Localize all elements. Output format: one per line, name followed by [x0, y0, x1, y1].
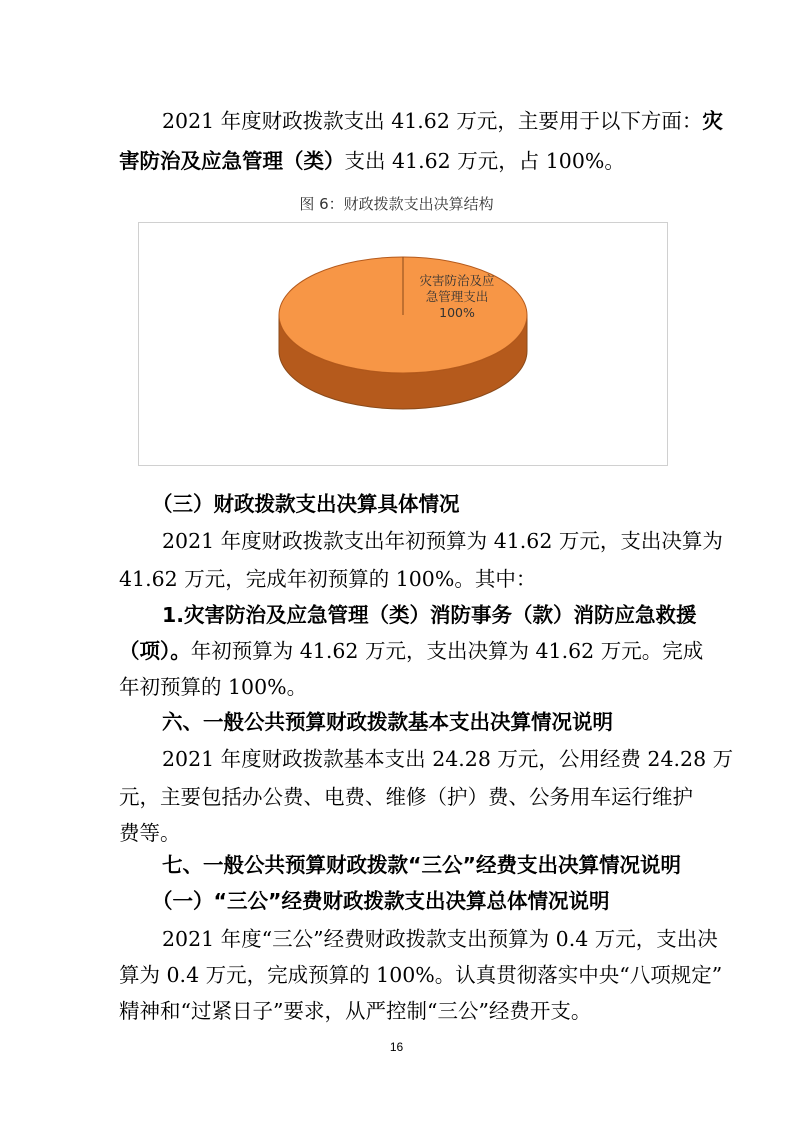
paragraph-1-text: 2021 年度财政拨款支出 41.62 万元，主要用于以下方面： — [162, 109, 703, 133]
pie-label-percent: 100% — [439, 305, 475, 320]
section-3-heading: （三）财政拨款支出决算具体情况 — [152, 492, 460, 516]
section-3-p2-bold: （项）。 — [119, 639, 191, 663]
section-3-p1-line-1: 2021 年度财政拨款支出年初预算为 41.62 万元，支出决算为 — [162, 529, 723, 553]
section-3-p2-text: 年初预算为 41.62 万元，支出决算为 41.62 万元。完成 — [190, 639, 704, 663]
pie-label-line-2: 急管理支出 — [425, 289, 489, 304]
section-3-p2-line-2 — [119, 636, 703, 666]
section-7-subheading: （一）“三公”经费财政拨款支出决算总体情况说明 — [152, 889, 610, 913]
section-7-line-3: 精神和“过紧日子”要求，从严控制“三公”经费开支。 — [119, 999, 592, 1023]
page-number: 16 — [389, 1040, 404, 1054]
section-6-line-1: 2021 年度财政拨款基本支出 24.28 万元，公用经费 24.28 万 — [162, 747, 734, 771]
paragraph-1-line-1 — [162, 106, 723, 136]
pie-chart-svg — [139, 223, 669, 467]
section-7-line-2: 算为 0.4 万元，完成预算的 100%。认真贯彻落实中央“八项规定” — [119, 963, 723, 987]
pie-label-line-1: 灾害防治及应 — [419, 273, 495, 288]
paragraph-1-text-2: 支出 41.62 万元，占 100%。 — [344, 149, 625, 173]
pie-data-label — [407, 273, 507, 321]
section-7-heading: 七、一般公共预算财政拨款“三公”经费支出决算情况说明 — [162, 853, 681, 877]
section-6-line-2: 元，主要包括办公费、电费、维修（护）费、公务用车运行维护 — [119, 785, 693, 809]
section-7-line-1: 2021 年度“三公”经费财政拨款支出预算为 0.4 万元，支出决 — [162, 927, 718, 951]
section-6-heading: 六、一般公共预算财政拨款基本支出决算情况说明 — [162, 710, 613, 734]
section-3-p1-line-2: 41.62 万元，完成年初预算的 100%。其中： — [119, 567, 537, 591]
figure-caption: 图 6：财政拨款支出决算结构 — [299, 195, 494, 213]
section-3-p2-line-3: 年初预算的 100%。 — [119, 675, 308, 699]
section-6-line-3: 费等。 — [119, 821, 181, 845]
paragraph-1-bold: 灾 — [702, 109, 723, 133]
paragraph-1-bold-2: 害防治及应急管理（类） — [119, 149, 345, 173]
paragraph-1-line-2 — [119, 146, 625, 176]
section-3-p2-line-1: 1.灾害防治及应急管理（类）消防事务（款）消防应急救援 — [162, 603, 697, 627]
pie-chart — [138, 222, 668, 466]
